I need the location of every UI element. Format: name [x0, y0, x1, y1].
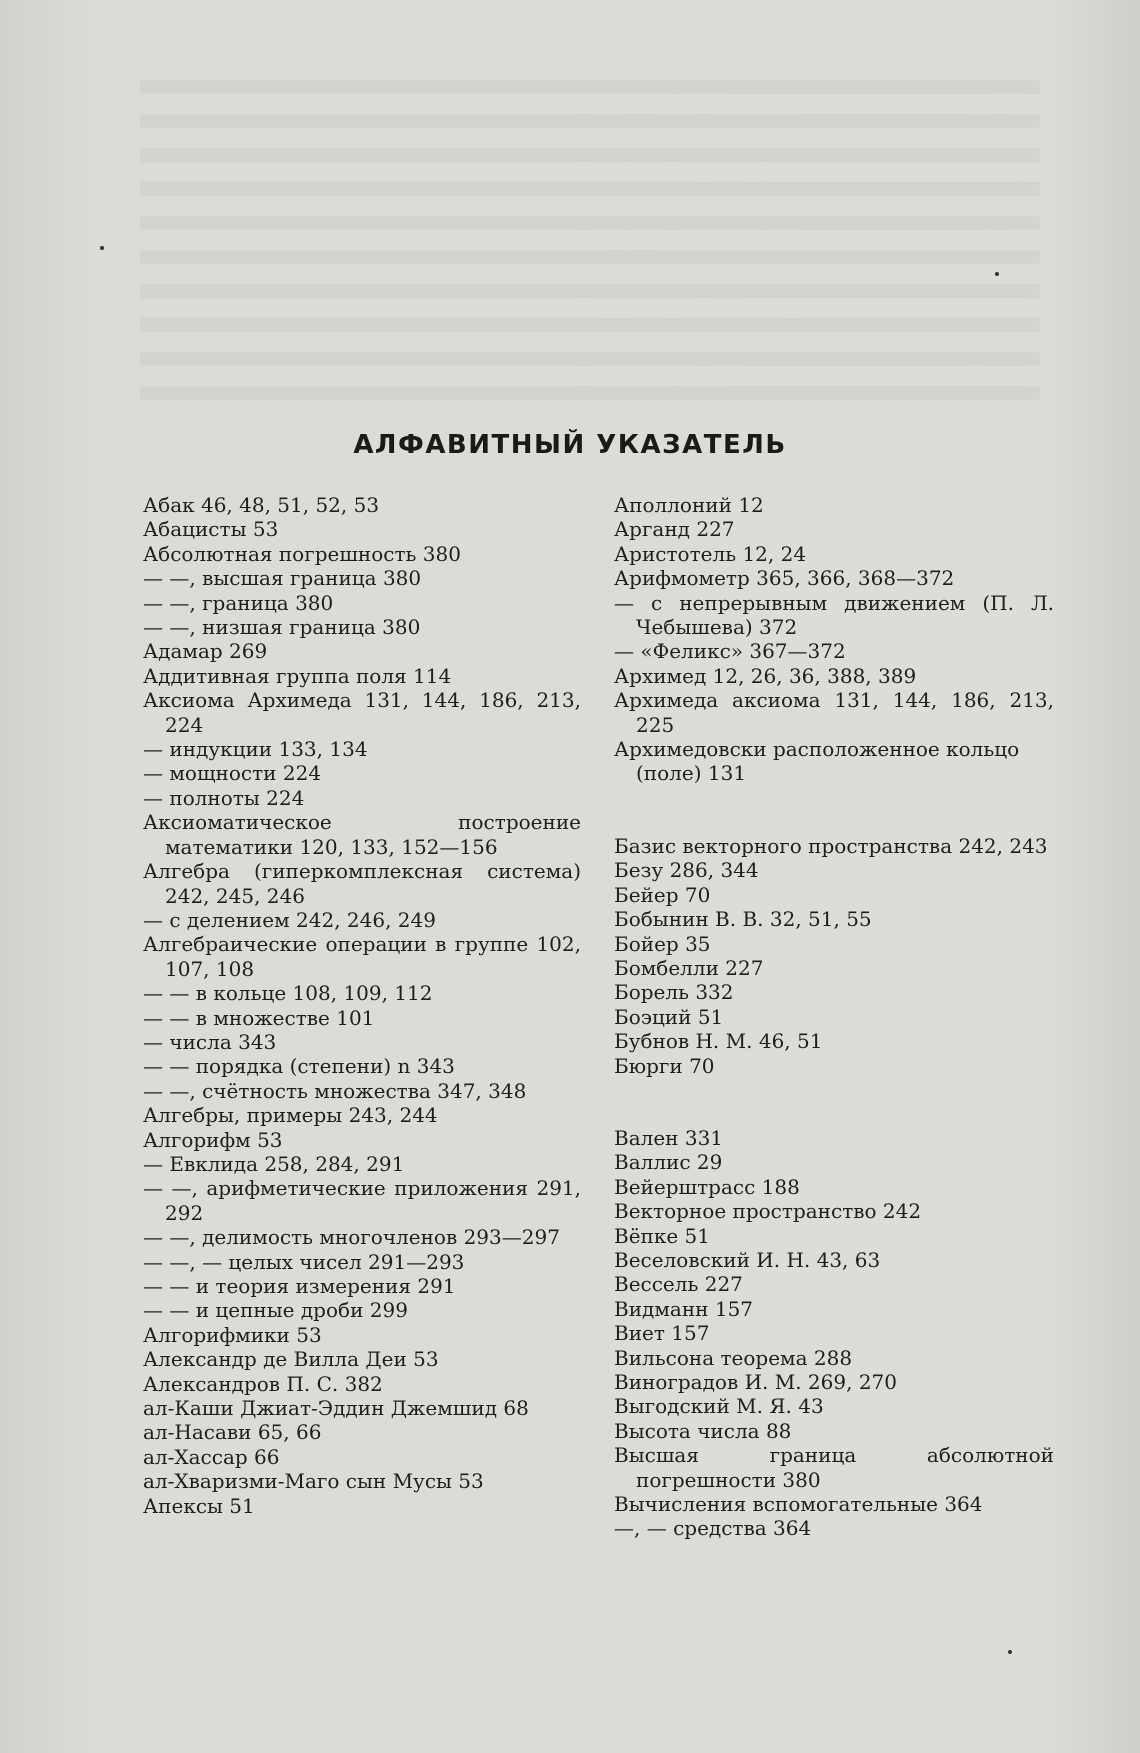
index-entry: — с непрерывным движением (П. Л. Чебышева) 372 [614, 590, 1054, 640]
index-entry: Адамар 269 [143, 639, 268, 664]
index-entry: Бомбелли 227 [614, 955, 764, 980]
index-entry: — с делением 242, 246, 249 [143, 907, 436, 932]
index-entry: Бобынин В. В. 32, 51, 55 [614, 907, 872, 932]
index-entry: Аристотель 12, 24 [614, 541, 807, 566]
index-entry: Аддитивная группа поля 114 [143, 663, 452, 688]
bleed-through-text [140, 80, 1040, 400]
index-entry: Александров П. С. 382 [143, 1371, 383, 1396]
index-column-left [143, 493, 581, 1518]
index-entry: Вычисления вспомогательные 364 [614, 1492, 983, 1517]
index-entry: — — в множестве 101 [143, 1005, 375, 1030]
index-entry: Алгебра (гиперкомплексная система) 242, 245, 246 [143, 859, 581, 908]
index-entry: Архимед 12, 26, 36, 388, 389 [614, 663, 917, 688]
index-entry: Александр де Вилла Деи 53 [143, 1347, 439, 1372]
scan-speck [995, 272, 999, 276]
index-entry: Вален 331 [614, 1125, 724, 1150]
index-entry: Вессель 227 [614, 1272, 743, 1297]
index-entry: Виноградов И. М. 269, 270 [614, 1370, 897, 1394]
index-entry: Абацисты 53 [143, 517, 279, 542]
index-entry: Аполлоний 12 [614, 493, 764, 517]
index-entry: Бубнов Н. М. 46, 51 [614, 1029, 823, 1054]
index-entry: Абак 46, 48, 51, 52, 53 [143, 493, 380, 517]
index-entry: —, — средства 364 [614, 1516, 812, 1541]
index-entry: — —, — целых чисел 291—293 [143, 1249, 465, 1274]
index-entry: — — в кольце 108, 109, 112 [143, 981, 433, 1006]
index-entry: Высшая граница абсолютной погрешности 380 [614, 1443, 1054, 1492]
index-entry: ал-Насави 65, 66 [143, 1420, 322, 1445]
index-entry: Боэций 51 [614, 1004, 724, 1029]
index-entry: Выгодский М. Я. 43 [614, 1394, 824, 1419]
index-entry: — —, высшая граница 380 [143, 566, 422, 591]
index-entry: — — и теория измерения 291 [143, 1274, 456, 1298]
index-entry: — «Феликс» 367—372 [614, 639, 846, 664]
index-entry: Безу 286, 344 [614, 858, 759, 883]
index-entry: — —, счётность множества 347, 348 [143, 1078, 527, 1103]
index-entry: — индукции 133, 134 [143, 737, 368, 762]
page-title: АЛФАВИТНЫЙ УКАЗАТЕЛЬ [353, 430, 787, 460]
section-gap [614, 1078, 1054, 1126]
index-entry: ал-Каши Джиат-Эддин Джемшид 68 [143, 1396, 529, 1421]
index-entry: Алгорифмики 53 [143, 1322, 322, 1347]
index-entry: Аксиома Архимеда 131, 144, 186, 213, 224 [143, 688, 581, 737]
index-entry: — числа 343 [143, 1029, 277, 1054]
scan-speck [100, 246, 104, 250]
index-entry: ал-Хваризми-Маго сын Мусы 53 [143, 1469, 484, 1494]
section-gap [614, 786, 1054, 834]
index-entry: Архимеда аксиома 131, 144, 186, 213, 225 [614, 688, 1054, 737]
index-entry: — полноты 224 [143, 785, 305, 810]
index-entry: — —, делимость многочленов 293—297 [143, 1225, 560, 1250]
index-entry: Архимедовски расположенное кольцо (поле) 131 [614, 737, 1020, 786]
index-entry: Алгорифм 53 [143, 1127, 283, 1152]
index-entry: — —, низшая граница 380 [143, 615, 421, 640]
index-entry: — —, арифметические приложения 291, 292 [143, 1176, 581, 1225]
index-entry: Базис векторного пространства 242, 243 [614, 833, 1048, 858]
index-entry: — — порядка (степени) n 343 [143, 1054, 455, 1079]
index-entry: ал-Хассар 66 [143, 1444, 280, 1469]
index-entry: Абсолютная погрешность 380 [143, 541, 461, 566]
index-entry: Виет 157 [614, 1321, 710, 1346]
index-entry: — Евклида 258, 284, 291 [143, 1151, 405, 1176]
index-entry: Валлис 29 [614, 1150, 723, 1175]
index-entry: Борель 332 [614, 980, 734, 1005]
index-entry: — — и цепные дроби 299 [143, 1298, 408, 1323]
index-entry: Арифмометр 365, 366, 368—372 [614, 566, 955, 591]
index-column-right [614, 493, 1054, 1541]
index-entry: Алгебраические операции в группе 102, 107, 108 [143, 932, 581, 981]
index-entry: Вёпке 51 [614, 1223, 711, 1248]
index-entry: Бюрги 70 [614, 1053, 715, 1078]
index-entry: Бейер 70 [614, 882, 711, 907]
index-entry: Апексы 51 [143, 1493, 255, 1518]
index-entry: — —, граница 380 [143, 590, 334, 615]
index-entry: — мощности 224 [143, 761, 322, 786]
index-entry: Векторное пространство 242 [614, 1199, 922, 1224]
index-entry: Вильсона теорема 288 [614, 1345, 853, 1370]
index-entry: Веселовский И. Н. 43, 63 [614, 1247, 881, 1272]
index-entry: Видманн 157 [614, 1296, 754, 1321]
index-entry: Арганд 227 [614, 517, 735, 542]
index-entry: Вейерштрасс 188 [614, 1174, 800, 1199]
index-entry: Бойер 35 [614, 931, 711, 956]
index-entry: Аксиоматическое построение математики 120, 133, 152—156 [143, 810, 581, 859]
scan-speck [1008, 1650, 1012, 1654]
index-entry: Алгебры, примеры 243, 244 [143, 1103, 438, 1128]
index-entry: Высота числа 88 [614, 1418, 792, 1443]
